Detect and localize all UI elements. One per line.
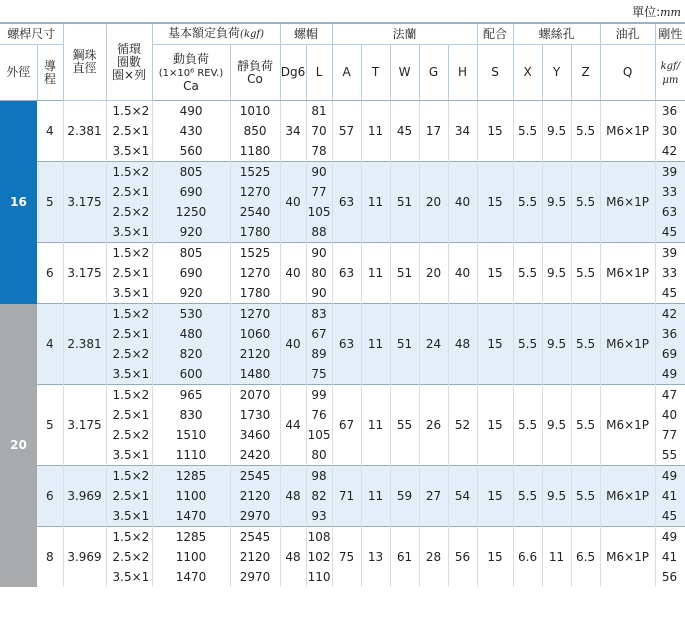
lead-cell: 6 [37, 466, 63, 527]
circuits-cell: 1.5×2 [106, 385, 152, 406]
z-cell: 5.5 [571, 385, 600, 466]
l-cell: 77 [306, 182, 332, 202]
circuits-cell: 2.5×1 [106, 405, 152, 425]
ball-diameter-cell: 3.175 [63, 243, 106, 304]
header-x: X [513, 45, 542, 101]
static-load-cell: 1525 [230, 243, 280, 264]
header-t: T [361, 45, 390, 101]
dynamic-load-cell: 920 [152, 222, 230, 243]
static-load-cell: 2070 [230, 385, 280, 406]
dynamic-load-cell: 1285 [152, 466, 230, 487]
dynamic-load-cell: 1470 [152, 506, 230, 527]
dynamic-load-cell: 820 [152, 344, 230, 364]
circuits-cell: 1.5×2 [106, 304, 152, 325]
dynamic-load-cell: 805 [152, 162, 230, 183]
rigidity-cell: 36 [655, 324, 685, 344]
table-row [0, 385, 685, 406]
h-cell: 40 [448, 162, 477, 243]
dynamic-load-cell: 1100 [152, 486, 230, 506]
l-cell: 82 [306, 486, 332, 506]
dynamic-load-cell: 830 [152, 405, 230, 425]
header-z: Z [571, 45, 600, 101]
q-cell: M6×1P [600, 304, 655, 385]
rigidity-cell: 41 [655, 547, 685, 567]
static-load-cell: 1060 [230, 324, 280, 344]
a-cell: 67 [332, 385, 361, 466]
h-cell: 56 [448, 527, 477, 588]
circuits-cell: 3.5×1 [106, 445, 152, 466]
circuits-cell: 2.5×1 [106, 182, 152, 202]
dynamic-load-cell: 1100 [152, 547, 230, 567]
header-static-load: 靜負荷 Co [230, 45, 280, 101]
l-cell: 88 [306, 222, 332, 243]
y-cell: 9.5 [542, 162, 571, 243]
z-cell: 5.5 [571, 243, 600, 304]
header-rigidity: 剛性 [655, 23, 685, 45]
static-load-cell: 2545 [230, 466, 280, 487]
y-cell: 9.5 [542, 385, 571, 466]
rigidity-cell: 39 [655, 162, 685, 183]
static-load-cell: 2120 [230, 547, 280, 567]
g-cell: 26 [419, 385, 448, 466]
static-load-cell: 2420 [230, 445, 280, 466]
rigidity-cell: 77 [655, 425, 685, 445]
header-q: Q [600, 45, 655, 101]
static-load-cell: 1270 [230, 182, 280, 202]
a-cell: 57 [332, 101, 361, 162]
dynamic-load-cell: 1285 [152, 527, 230, 548]
s-cell: 15 [477, 466, 513, 527]
s-cell: 15 [477, 527, 513, 588]
rigidity-cell: 40 [655, 405, 685, 425]
static-load-cell: 1525 [230, 162, 280, 183]
header-h: H [448, 45, 477, 101]
dynamic-load-cell: 690 [152, 182, 230, 202]
lead-cell: 6 [37, 243, 63, 304]
h-cell: 54 [448, 466, 477, 527]
rigidity-cell: 30 [655, 121, 685, 141]
l-cell: 83 [306, 304, 332, 325]
rigidity-cell: 41 [655, 486, 685, 506]
z-cell: 5.5 [571, 101, 600, 162]
s-cell: 15 [477, 162, 513, 243]
s-cell: 15 [477, 385, 513, 466]
table-row [0, 304, 685, 325]
a-cell: 71 [332, 466, 361, 527]
dynamic-load-cell: 965 [152, 385, 230, 406]
unit-value: mm [660, 6, 681, 19]
g-cell: 24 [419, 304, 448, 385]
dynamic-load-cell: 920 [152, 283, 230, 304]
g-cell: 27 [419, 466, 448, 527]
rigidity-cell: 33 [655, 263, 685, 283]
static-load-cell: 3460 [230, 425, 280, 445]
header-flange: 法蘭 [332, 23, 477, 45]
circuits-cell: 1.5×2 [106, 243, 152, 264]
l-cell: 105 [306, 425, 332, 445]
header-load-rating: 基本額定負荷(kgf) [152, 23, 280, 45]
unit-note [0, 0, 685, 22]
lead-cell: 4 [37, 304, 63, 385]
header-lead: 導 程 [37, 45, 63, 101]
dg6-cell: 44 [280, 385, 306, 466]
dg6-cell: 40 [280, 243, 306, 304]
s-cell: 15 [477, 304, 513, 385]
rigidity-cell: 33 [655, 182, 685, 202]
q-cell: M6×1P [600, 466, 655, 527]
table-row [0, 527, 685, 548]
rigidity-cell: 49 [655, 527, 685, 548]
h-cell: 34 [448, 101, 477, 162]
rigidity-cell: 47 [655, 385, 685, 406]
rigidity-cell: 49 [655, 364, 685, 385]
lead-cell: 5 [37, 162, 63, 243]
header-s: S [477, 45, 513, 101]
s-cell: 15 [477, 243, 513, 304]
a-cell: 63 [332, 304, 361, 385]
ball-diameter-cell: 3.175 [63, 162, 106, 243]
static-load-cell: 1010 [230, 101, 280, 122]
z-cell: 5.5 [571, 162, 600, 243]
dg6-cell: 40 [280, 304, 306, 385]
header-nut: 螺帽 [280, 23, 332, 45]
w-cell: 45 [390, 101, 419, 162]
a-cell: 75 [332, 527, 361, 588]
x-cell: 5.5 [513, 101, 542, 162]
header-screw-size: 螺桿尺寸 [0, 23, 63, 45]
header-a: A [332, 45, 361, 101]
circuits-cell: 1.5×2 [106, 101, 152, 122]
w-cell: 55 [390, 385, 419, 466]
circuits-cell: 1.5×2 [106, 527, 152, 548]
static-load-cell: 1730 [230, 405, 280, 425]
circuits-cell: 3.5×1 [106, 141, 152, 162]
y-cell: 11 [542, 527, 571, 588]
header-oil-hole: 油孔 [600, 23, 655, 45]
l-cell: 99 [306, 385, 332, 406]
rigidity-cell: 39 [655, 243, 685, 264]
dg6-cell: 40 [280, 162, 306, 243]
static-load-cell: 2545 [230, 527, 280, 548]
static-load-cell: 850 [230, 121, 280, 141]
l-cell: 76 [306, 405, 332, 425]
l-cell: 81 [306, 101, 332, 122]
g-cell: 28 [419, 527, 448, 588]
static-load-cell: 2970 [230, 567, 280, 587]
header-g: G [419, 45, 448, 101]
header-dg6: Dg6 [280, 45, 306, 101]
table-row [0, 466, 685, 487]
ball-diameter-cell: 2.381 [63, 101, 106, 162]
h-cell: 48 [448, 304, 477, 385]
l-cell: 102 [306, 547, 332, 567]
header-y: Y [542, 45, 571, 101]
dg6-cell: 48 [280, 527, 306, 588]
header-outer-diameter: 外徑 [0, 45, 37, 101]
dg6-cell: 34 [280, 101, 306, 162]
dynamic-load-cell: 600 [152, 364, 230, 385]
outer-diameter-cell: 16 [0, 101, 37, 304]
header-row-1 [0, 23, 685, 45]
rigidity-cell: 42 [655, 141, 685, 162]
header-ball-diameter: 鋼珠 直徑 [63, 23, 106, 101]
x-cell: 5.5 [513, 385, 542, 466]
ball-diameter-cell: 3.175 [63, 385, 106, 466]
header-dynamic-load: 動負荷 (1×10⁶ REV.) Ca [152, 45, 230, 101]
t-cell: 11 [361, 243, 390, 304]
lead-cell: 8 [37, 527, 63, 588]
l-cell: 80 [306, 263, 332, 283]
static-load-cell: 1270 [230, 263, 280, 283]
rigidity-cell: 49 [655, 466, 685, 487]
table-row [0, 243, 685, 264]
table-row [0, 101, 685, 122]
ball-diameter-cell: 3.969 [63, 466, 106, 527]
g-cell: 17 [419, 101, 448, 162]
static-load-cell: 1780 [230, 283, 280, 304]
x-cell: 5.5 [513, 304, 542, 385]
circuits-cell: 1.5×2 [106, 466, 152, 487]
x-cell: 5.5 [513, 162, 542, 243]
header-bolt-hole: 螺絲孔 [513, 23, 600, 45]
rigidity-cell: 42 [655, 304, 685, 325]
static-load-cell: 2120 [230, 486, 280, 506]
h-cell: 40 [448, 243, 477, 304]
rigidity-cell: 69 [655, 344, 685, 364]
l-cell: 98 [306, 466, 332, 487]
dynamic-load-cell: 560 [152, 141, 230, 162]
z-cell: 6.5 [571, 527, 600, 588]
unit-label: 單位: [632, 5, 661, 19]
circuits-cell: 3.5×1 [106, 222, 152, 243]
q-cell: M6×1P [600, 385, 655, 466]
z-cell: 5.5 [571, 466, 600, 527]
header-l: L [306, 45, 332, 101]
w-cell: 51 [390, 162, 419, 243]
g-cell: 20 [419, 162, 448, 243]
h-cell: 52 [448, 385, 477, 466]
table-row [0, 162, 685, 183]
l-cell: 80 [306, 445, 332, 466]
dynamic-load-cell: 1470 [152, 567, 230, 587]
rigidity-cell: 56 [655, 567, 685, 587]
circuits-cell: 3.5×1 [106, 506, 152, 527]
w-cell: 51 [390, 304, 419, 385]
circuits-cell: 3.5×1 [106, 283, 152, 304]
l-cell: 70 [306, 121, 332, 141]
circuits-cell: 2.5×2 [106, 547, 152, 567]
t-cell: 11 [361, 162, 390, 243]
dynamic-load-cell: 1510 [152, 425, 230, 445]
t-cell: 13 [361, 527, 390, 588]
w-cell: 51 [390, 243, 419, 304]
outer-diameter-cell: 20 [0, 304, 37, 588]
x-cell: 5.5 [513, 243, 542, 304]
lead-cell: 5 [37, 385, 63, 466]
l-cell: 90 [306, 162, 332, 183]
l-cell: 78 [306, 141, 332, 162]
static-load-cell: 1270 [230, 304, 280, 325]
t-cell: 11 [361, 385, 390, 466]
dynamic-load-cell: 1110 [152, 445, 230, 466]
header-w: W [390, 45, 419, 101]
l-cell: 90 [306, 283, 332, 304]
ball-screw-spec-table [0, 22, 685, 587]
y-cell: 9.5 [542, 243, 571, 304]
a-cell: 63 [332, 162, 361, 243]
q-cell: M6×1P [600, 527, 655, 588]
dynamic-load-cell: 490 [152, 101, 230, 122]
dynamic-load-cell: 480 [152, 324, 230, 344]
t-cell: 11 [361, 466, 390, 527]
rigidity-cell: 55 [655, 445, 685, 466]
t-cell: 11 [361, 304, 390, 385]
y-cell: 9.5 [542, 304, 571, 385]
l-cell: 67 [306, 324, 332, 344]
y-cell: 9.5 [542, 466, 571, 527]
q-cell: M6×1P [600, 243, 655, 304]
static-load-cell: 1180 [230, 141, 280, 162]
static-load-cell: 1480 [230, 364, 280, 385]
x-cell: 6.6 [513, 527, 542, 588]
static-load-cell: 1780 [230, 222, 280, 243]
ball-diameter-cell: 3.969 [63, 527, 106, 588]
circuits-cell: 2.5×2 [106, 425, 152, 445]
l-cell: 110 [306, 567, 332, 587]
l-cell: 75 [306, 364, 332, 385]
q-cell: M6×1P [600, 162, 655, 243]
dynamic-load-cell: 430 [152, 121, 230, 141]
dynamic-load-cell: 530 [152, 304, 230, 325]
g-cell: 20 [419, 243, 448, 304]
rigidity-cell: 36 [655, 101, 685, 122]
circuits-cell: 2.5×1 [106, 121, 152, 141]
static-load-cell: 2120 [230, 344, 280, 364]
rigidity-cell: 45 [655, 506, 685, 527]
l-cell: 89 [306, 344, 332, 364]
ball-diameter-cell: 2.381 [63, 304, 106, 385]
circuits-cell: 1.5×2 [106, 162, 152, 183]
circuits-cell: 2.5×2 [106, 344, 152, 364]
header-rigidity-unit: kgf/ μm [655, 45, 685, 101]
w-cell: 61 [390, 527, 419, 588]
dynamic-load-cell: 690 [152, 263, 230, 283]
header-circuits: 循環 圈數 圈×列 [106, 23, 152, 101]
l-cell: 108 [306, 527, 332, 548]
l-cell: 90 [306, 243, 332, 264]
circuits-cell: 3.5×1 [106, 364, 152, 385]
rigidity-cell: 63 [655, 202, 685, 222]
rigidity-cell: 45 [655, 283, 685, 304]
t-cell: 11 [361, 101, 390, 162]
circuits-cell: 2.5×2 [106, 202, 152, 222]
static-load-cell: 2970 [230, 506, 280, 527]
rigidity-cell: 45 [655, 222, 685, 243]
circuits-cell: 2.5×1 [106, 263, 152, 283]
circuits-cell: 3.5×1 [106, 567, 152, 587]
dynamic-load-cell: 805 [152, 243, 230, 264]
w-cell: 59 [390, 466, 419, 527]
l-cell: 105 [306, 202, 332, 222]
q-cell: M6×1P [600, 101, 655, 162]
a-cell: 63 [332, 243, 361, 304]
static-load-cell: 2540 [230, 202, 280, 222]
x-cell: 5.5 [513, 466, 542, 527]
dynamic-load-cell: 1250 [152, 202, 230, 222]
lead-cell: 4 [37, 101, 63, 162]
circuits-cell: 2.5×1 [106, 486, 152, 506]
y-cell: 9.5 [542, 101, 571, 162]
circuits-cell: 2.5×1 [106, 324, 152, 344]
dg6-cell: 48 [280, 466, 306, 527]
s-cell: 15 [477, 101, 513, 162]
l-cell: 93 [306, 506, 332, 527]
z-cell: 5.5 [571, 304, 600, 385]
header-fit: 配合 [477, 23, 513, 45]
